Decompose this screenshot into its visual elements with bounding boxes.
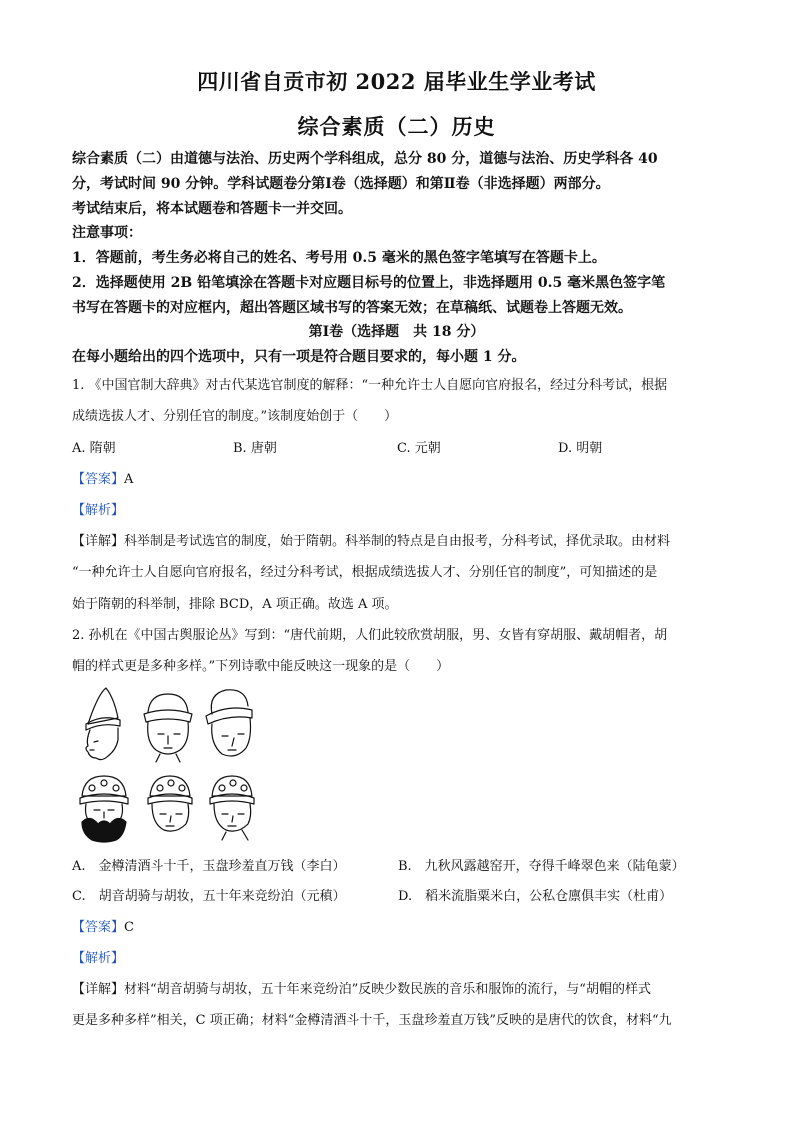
q2-option-a: A. 金樽清酒斗十千，玉盘珍羞直万钱（李白） (72, 859, 346, 874)
q1-option-a: A. 隋朝 (72, 441, 116, 456)
q1-stem-line-2: 成绩选拔人才、分别任官的制度。”该制度始创于（ ） (72, 409, 398, 424)
q1-detail-text: 科举制是考试选官的制度，始于隋朝。科举制的特点是自由报考，分科考试，择优录取。由材料 (124, 534, 671, 549)
q1-analysis (72, 499, 732, 518)
q1-answer-value: A (124, 472, 134, 487)
answer-label: 【答案】 (72, 920, 125, 935)
detail-label: 【详解】 (72, 982, 125, 997)
section-instruction: 在每小题给出的四个选项中，只有一项是符合题目要求的，每小题 1 分。 (72, 349, 526, 365)
q2-option-c: C. 胡音胡骑与胡妆，五十年来竞纷泊（元稹） (72, 889, 346, 904)
intro-line-1: 综合素质（二）由道德与法治、历史两个学科组成，总分 80 分，道德与法治、历史学科各 40 (72, 151, 658, 167)
head-figure-5 (148, 776, 192, 831)
q2-stem-line-1: 2. 孙机在《中国古舆服论丛》写到：“唐代前期，人们此较欣赏胡服，男、女皆有穿胡服、戴胡帽者，胡 (72, 628, 668, 643)
intro-line-2: 分，考试时间 90 分钟。学科试题卷分第Ⅰ卷（选择题）和第Ⅱ卷（非选择题）两部分。 (72, 176, 610, 192)
q1-detail-line-2: “一种允许士人自愿向官府报名，经过分科考试，根据成绩选拔人才、分别任官的制度”，可知描述的是 (72, 565, 658, 580)
notes-title: 注意事项： (72, 225, 142, 241)
detail-label: 【详解】 (72, 534, 125, 549)
q2-option-b: B. 九秋风露越窑开，夺得千峰翠色来（陆龟蒙） (398, 859, 685, 874)
q2-detail-line-1 (72, 978, 732, 997)
q1-option-b: B. 唐朝 (233, 441, 277, 456)
q1-answer (72, 468, 732, 487)
head-figure-4 (80, 776, 128, 842)
note-1: 1．答题前，考生务必将自己的姓名、考号用 0.5 毫米的黑色签字笔填写在答题卡上。 (72, 250, 606, 266)
note-2-line-1: 2．选择题使用 2B 铅笔填涂在答题卡对应题目标号的位置上，非选择题用 0.5 毫米黑色签字笔 (72, 275, 666, 291)
head-figure-1 (86, 688, 120, 760)
intro-line-3: 考试结束后，将本试题卷和答题卡一并交回。 (72, 201, 352, 217)
head-figure-2 (144, 694, 192, 762)
answer-label: 【答案】 (72, 472, 125, 487)
head-figure-3 (206, 690, 252, 756)
q1-detail-line-3: 始于隋朝的科举制，排除 BCD，A 项正确。故选 A 项。 (72, 597, 398, 612)
hu-hats-illustration (76, 684, 266, 844)
q2-stem-line-2: 帽的样式更是多种多样。”下列诗歌中能反映这一现象的是（ ） (72, 659, 450, 674)
q2-detail-text: 材料“胡音胡骑与胡妆，五十年来竞纷泊”反映少数民族的音乐和服饰的流行，与“胡帽的样式 (124, 982, 651, 997)
q1-detail-line-1 (72, 530, 732, 549)
q1-stem-line-1: 1. 《中国官制大辞典》对古代某选官制度的解释：“一种允许士人自愿向官府报名，经过分科考试，根据 (72, 378, 668, 393)
q2-option-d: D. 稻米流脂粟米白，公私仓廪俱丰实（杜甫） (398, 889, 673, 904)
analysis-label: 【解析】 (72, 503, 125, 518)
q2-answer-value: C (124, 920, 134, 935)
q2-analysis (72, 947, 732, 966)
head-figure-6 (210, 776, 254, 840)
q1-option-d: D. 明朝 (558, 441, 603, 456)
analysis-label: 【解析】 (72, 951, 125, 966)
q2-answer (72, 916, 732, 935)
note-2-line-2: 书写在答题卡的对应框内，超出答题区域书写的答案无效；在草稿纸、试题卷上答题无效。 (72, 300, 632, 316)
q1-option-c: C. 元朝 (397, 441, 441, 456)
exam-title: 四川省自贡市初 2022 届毕业生学业考试 (197, 69, 596, 94)
section-title: 第Ⅰ卷（选择题 共 18 分） (308, 324, 485, 340)
q2-detail-line-2: 更是多种多样”相关，C 项正确；材料“金樽清酒斗十千，玉盘珍羞直万钱”反映的是唐代的饮食，材料“九 (72, 1013, 672, 1028)
exam-subtitle: 综合素质（二）历史 (297, 114, 496, 139)
